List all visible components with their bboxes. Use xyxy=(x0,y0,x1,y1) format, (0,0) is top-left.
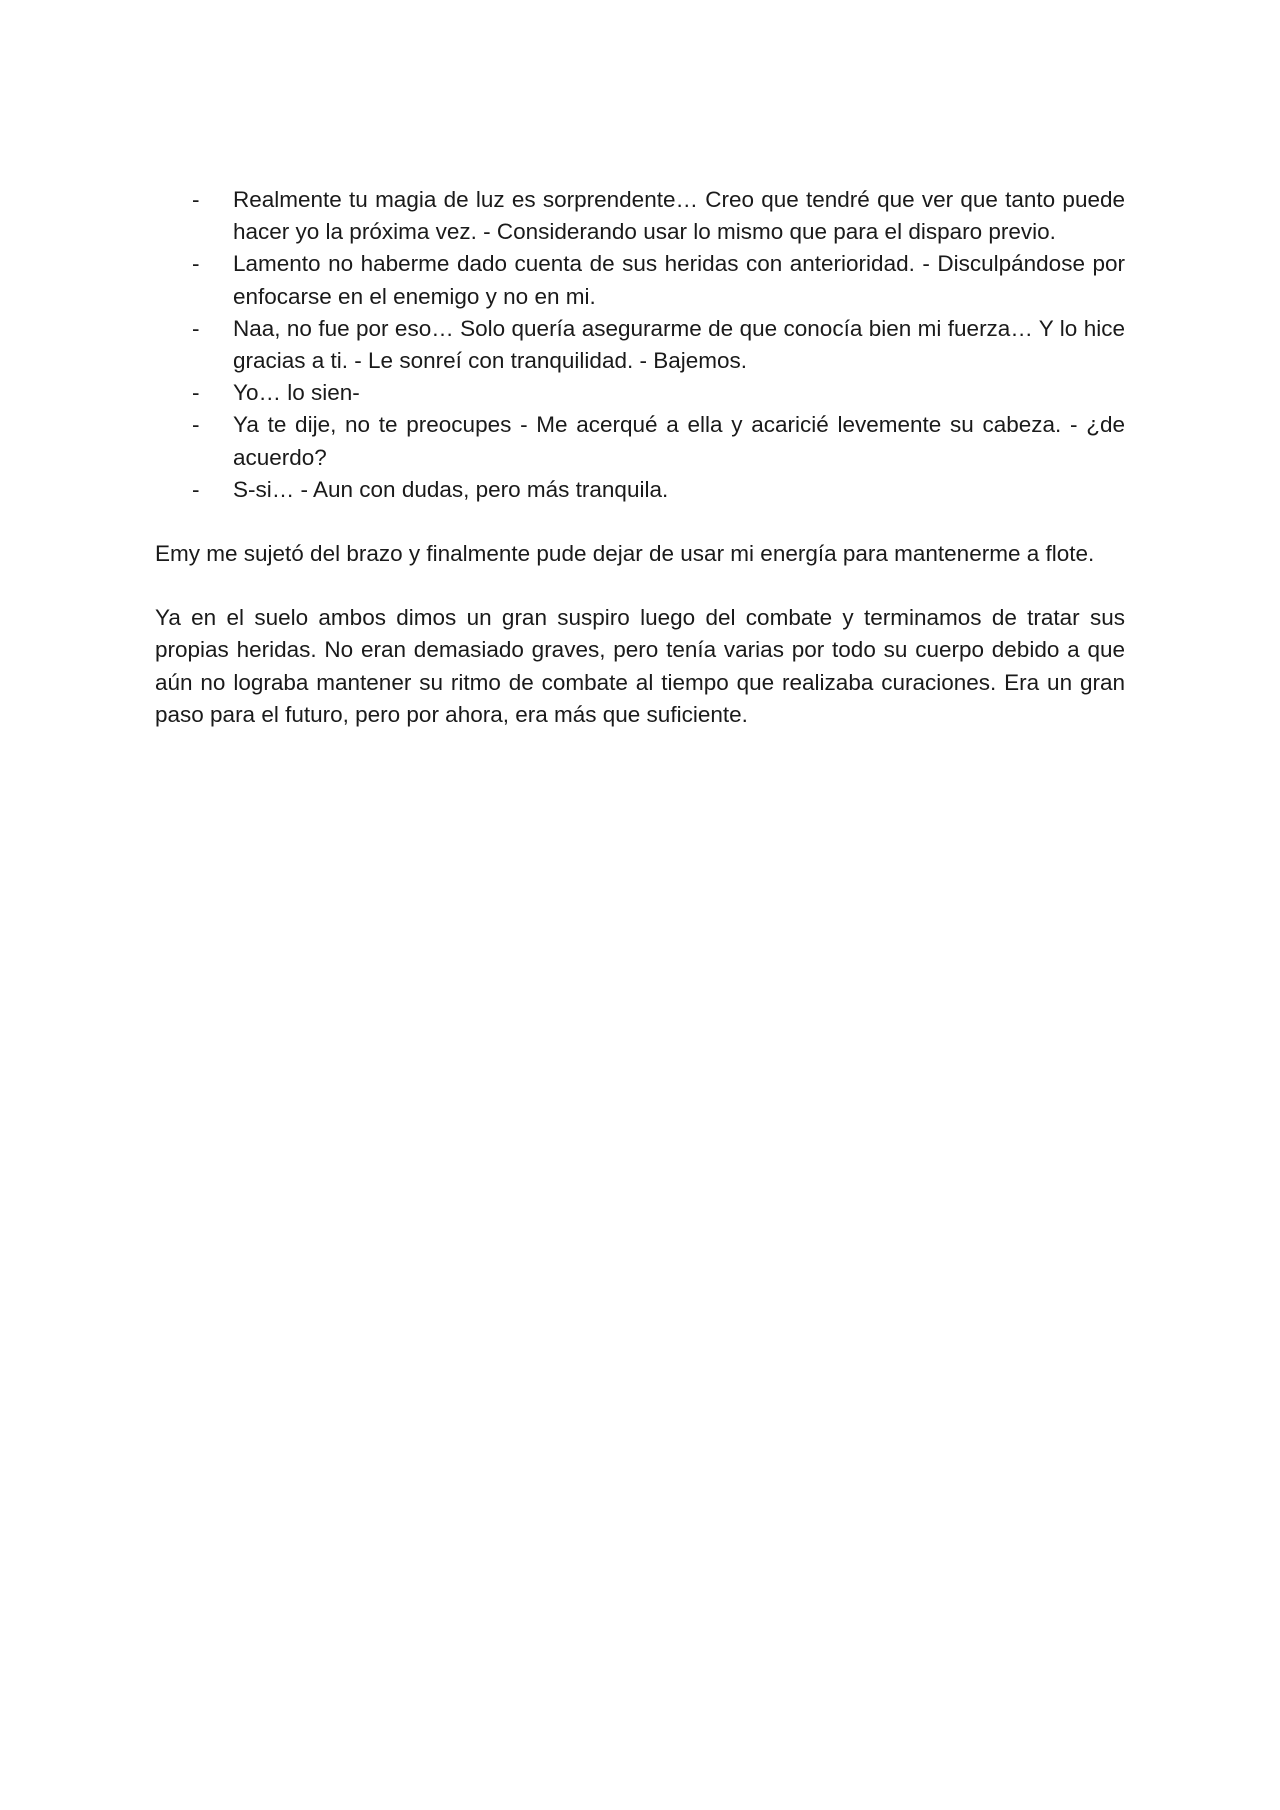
dialogue-line xyxy=(155,184,1125,248)
dash-marker: - xyxy=(192,187,200,212)
paragraph: Emy me sujetó del brazo y finalmente pude dejar de usar mi energía para mantenerme a flote. xyxy=(155,541,1095,567)
dash-marker: - xyxy=(192,380,200,406)
dialogue-text: Realmente tu magia de luz es sorprendente… Creo que tendré que ver que tanto puede hacer yo la próxima vez. - Considerando usar lo mismo que para el disparo previo. xyxy=(233,187,1125,245)
dialogue-line xyxy=(155,377,1125,409)
document-page xyxy=(155,184,1125,731)
dialogue-text: Ya te dije, no te preocupes - Me acerqué a ella y acaricié levemente su cabeza. - ¿de acuerdo? xyxy=(233,412,1125,470)
dialogue-line xyxy=(155,474,1125,506)
dialogue-text: Naa, no fue por eso… Solo quería asegurarme de que conocía bien mi fuerza… Y lo hice gracias a ti. - Le sonreí con tranquilidad. - Bajemos. xyxy=(233,315,1125,374)
dialogue-text: Yo… lo sien- xyxy=(233,380,360,406)
dialogue-text: Lamento no haberme dado cuenta de sus heridas con anterioridad. - Disculpándose por enfocarse en el enemigo y no en mi. xyxy=(233,251,1125,309)
dialogue-line xyxy=(155,409,1125,473)
dash-marker: - xyxy=(192,476,200,502)
dialogue-line xyxy=(155,248,1125,312)
dialogue-list xyxy=(155,184,1125,506)
dialogue-line xyxy=(155,313,1125,377)
dash-marker: - xyxy=(192,315,200,341)
dialogue-text: S-si… - Aun con dudas, pero más tranquila. xyxy=(233,476,669,502)
paragraph: Ya en el suelo ambos dimos un gran suspiro luego del combate y terminamos de tratar sus propias heridas. No eran demasiado graves, pero tenía varias por todo su cuerpo debido a que aún no lograba mantener su ritmo de combate al tiempo que realizaba curaciones. Era un gran paso para el futuro, pero por ahora, era más que suficiente. xyxy=(155,605,1125,727)
dash-marker: - xyxy=(192,251,200,277)
dash-marker: - xyxy=(192,412,200,438)
